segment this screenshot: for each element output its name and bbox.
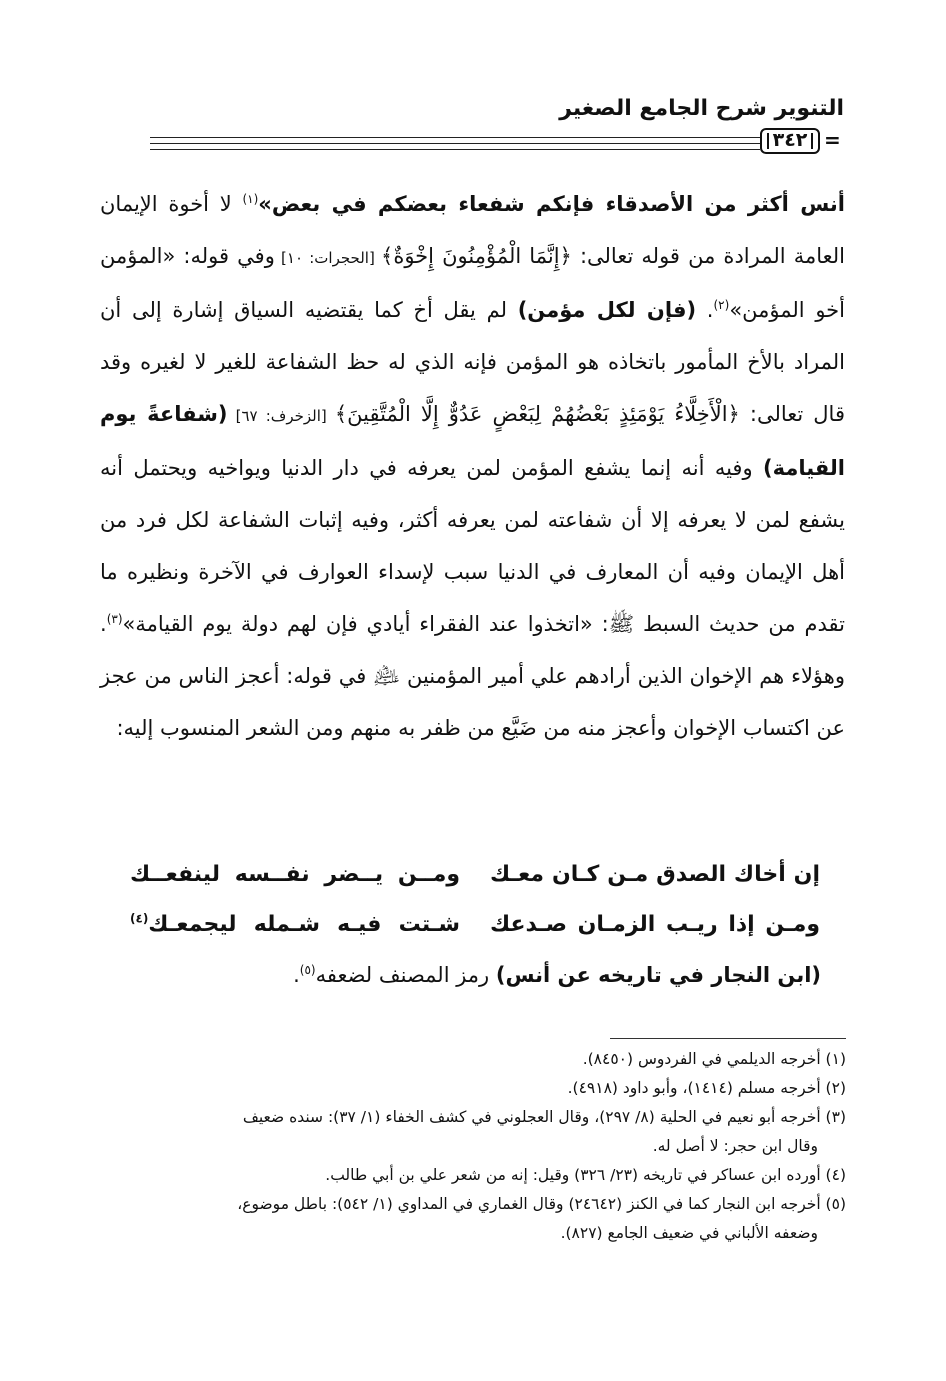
header-rule [150,143,760,144]
header-rule [150,137,760,138]
footnote-ref-1: (١) [242,192,259,206]
commentary-text: وفيه أنه إنما يشفع المؤمن لمن يعرفه في دار الدنيا ويواخيه ويحتمل أنه يشفع لمن لا يعرفه إلا أن شفاعته لمن يعرفه أكثر، وفيه إثبات الشفاعة لكل فرد من أهل الإيمان وفيه أن المعارف في الدنيا سبب لإسداء العوارف في الآخرة ونظيره ما تقدم من حديث السبط ﷺ: «اتخذوا عند الفقراء أيادي فإن لهم دولة يوم القيامة» [100,456,845,636]
footnote-1: (١) أخرجه الديلمي في الفردوس (٨٤٥٠). [582,1050,846,1068]
footnote-5-continuation: وضعفه الألباني في ضعيف الجامع (٨٢٧). [560,1224,818,1242]
hemistich-second: ومــن يــضر نفــسه لينفعــك [130,862,460,887]
footnote-separator [610,1038,846,1039]
verse-reference: [الحجرات: ١٠] [274,249,382,267]
footnote-5: (٥) أخرجه ابن النجار كما في الكنز (٢٤٦٤٢) وقال الغماري في المداوي (١/ ٥٤٢): باطل موضوع، [237,1195,846,1213]
footnote-4: (٤) أورده ابن عساكر في تاريخه (٢٣/ ٣٢٦) وقيل: إنه من شعر علي بن أبي طالب. [325,1166,846,1184]
page-number: ٣٤٢ [760,128,820,154]
header-rule [150,149,760,150]
main-text [100,178,845,754]
footnotes [100,1045,846,1248]
commentary-text: . وهؤلاء هم الإخوان الذين أرادهم علي أمير المؤمنين ﵇ في قوله: أعجز الناس من عجز عن اكتساب الإخوان وأعجز منه من ضَيَّع من ظفر به منهم ومن الشعر المنسوب إليه: [100,612,845,740]
poem-verse [130,900,820,950]
footnote-ref-2: (٢) [713,298,730,312]
source-end: . [293,963,300,987]
running-title: التنوير شرح الجامع الصغير [559,96,844,121]
footnote-2: (٢) أخرجه مسلم (١٤١٤)، وأبو داود (٤٩١٨). [567,1079,846,1097]
hemistich-first: ومـن إذا ريـب الزمـان صـدعك [490,912,820,937]
hemistich-second [130,900,460,950]
hadith-text-bold: (فإن لكل مؤمن) [517,298,697,322]
quran-verse: ﴿الْأَخِلَّاءُ يَوْمَئِذٍ بَعْضُهُمْ لِبَعْضٍ عَدُوٌّ إِلَّا الْمُتَّقِينَ﴾ [334,402,740,426]
footnote-ref-4: (٤) [130,911,149,926]
main-paragraph [100,178,845,754]
source-line [293,950,821,1000]
poem-verse [130,850,820,900]
commentary-text: لا أخوة الإيمان العامة المرادة من قوله تعالى: [100,192,845,268]
verse-reference: [الزخرف: ٦٧] [227,407,335,425]
source-text: رمز المصنف لضعفه [315,963,496,987]
commentary-text: وفي قوله: «المؤمن أخو المؤمن» [100,244,845,322]
source-bold: (ابن النجار في تاريخه عن أنس) [495,963,821,987]
commentary-text: لم يقل أخ كما يقتضيه السياق إشارة إلى أن المراد بالأخ المأمور باتخاذه هو المؤمن فإنه الذي له حظ الشفاعة للغير لا لغيره وقد قال تعالى: [100,298,845,426]
footnote-3: (٣) أخرجه أبو نعيم في الحلية (٨/ ٢٩٧)، وقال العجلوني في كشف الخفاء (١/ ٣٧): سنده ضعيف [242,1108,846,1126]
header-end-mark: = [824,128,841,152]
poem [130,850,820,950]
footnote-ref-5: (٥) [299,963,316,977]
hemistich-first: إن أخاك الصدق مـن كـان معـك [490,862,820,887]
footnote-ref-3: (٣) [106,612,123,626]
hemistich-text: شـتت فيـه شـمله ليجمعـك [148,912,460,937]
hadith-text-bold: (شفاعةً يوم القيامة) [100,402,845,480]
footnote-3-continuation: وقال ابن حجر: لا أصل له. [652,1137,818,1155]
commentary-text: . [696,298,714,322]
hadith-text-bold: أنس أكثر من الأصدقاء فإنكم شفعاء بعضكم في بعض» [258,192,845,216]
quran-verse: ﴿إِنَّمَا الْمُؤْمِنُونَ إِخْوَةٌ﴾ [381,244,572,268]
